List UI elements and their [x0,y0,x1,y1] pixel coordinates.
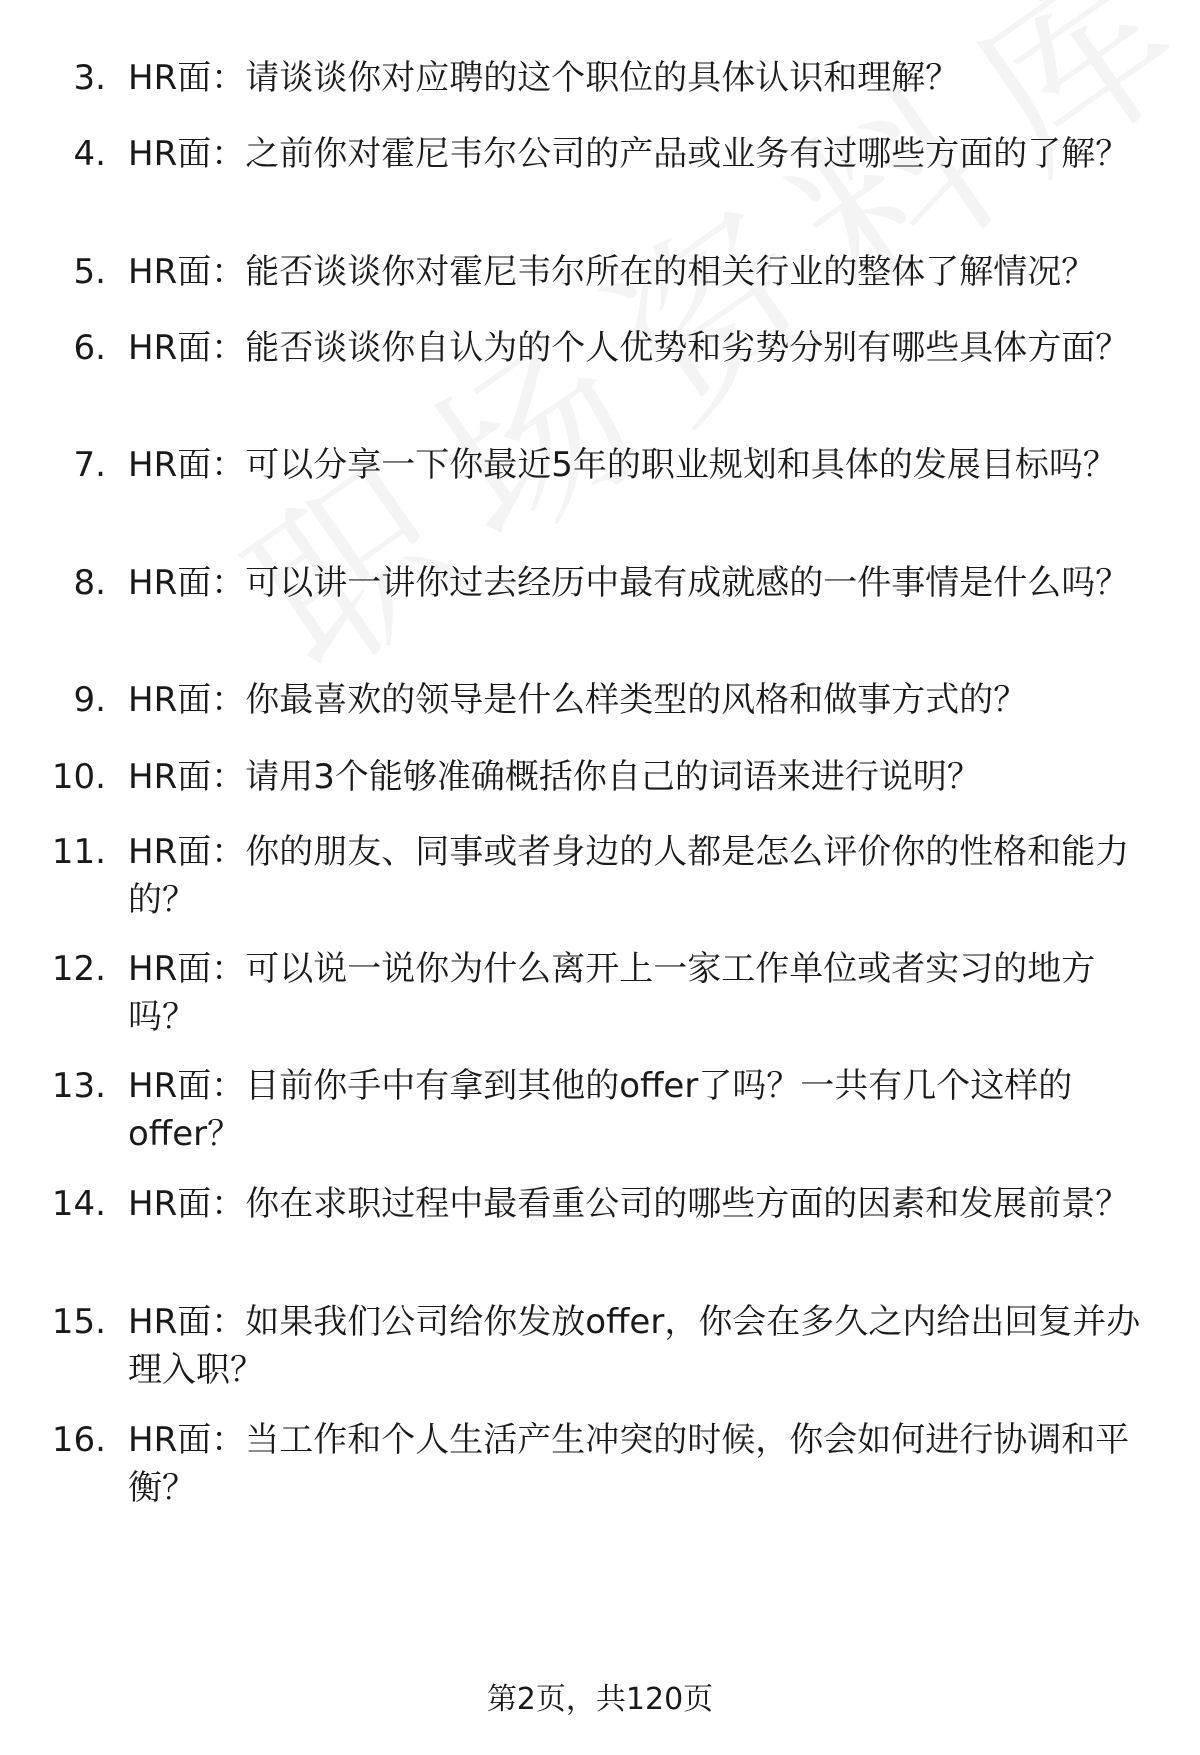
question-number: 8. [73,563,106,603]
question-text: HR面：能否谈谈你对霍尼韦尔所在的相关行业的整体了解情况？ [128,252,1096,292]
question-text: HR面：如果我们公司给你发放offer，你会在多久之内给出回复并办理入职？ [128,1302,1141,1390]
question-text: HR面：可以讲一讲你过去经历中最有成就感的一件事情是什么吗？ [128,563,1130,603]
question-text: HR面：你在求职过程中最看重公司的哪些方面的因素和发展前景？ [128,1184,1130,1224]
question-number: 16. [51,1420,106,1460]
question-text: HR面：当工作和个人生活产生冲突的时候，你会如何进行协调和平衡？ [128,1420,1130,1508]
question-number: 3. [73,58,106,98]
question-text: HR面：你的朋友、同事或者身边的人都是怎么评价你的性格和能力的？ [128,832,1130,920]
question-text: HR面：目前你手中有拿到其他的offer了吗？一共有几个这样的offer？ [128,1066,1073,1154]
question-text: HR面：请谈谈你对应聘的这个职位的具体认识和理解？ [128,58,960,98]
question-number: 14. [51,1184,106,1224]
question-text: HR面：请用3个能够准确概括你自己的词语来进行说明？ [128,757,981,797]
question-text: HR面：能否谈谈你自认为的个人优势和劣势分别有哪些具体方面？ [128,328,1130,368]
question-number: 13. [51,1066,106,1106]
question-number: 11. [51,832,106,872]
page-footer: 第2页，共120页 [486,1682,714,1717]
question-text: HR面：可以说一说你为什么离开上一家工作单位或者实习的地方吗？ [128,949,1096,1037]
question-number: 7. [73,445,106,485]
question-text: HR面：可以分享一下你最近5年的职业规划和具体的发展目标吗？ [128,445,1117,485]
question-number: 5. [73,252,106,292]
question-number: 15. [51,1302,106,1342]
question-number: 10. [51,757,106,797]
question-number: 9. [73,680,106,720]
question-text: HR面：之前你对霍尼韦尔公司的产品或业务有过哪些方面的了解？ [128,134,1130,174]
question-number: 12. [51,949,106,989]
question-number: 6. [73,328,106,368]
question-number: 4. [73,134,106,174]
question-text: HR面：你最喜欢的领导是什么样类型的风格和做事方式的？ [128,680,1028,720]
